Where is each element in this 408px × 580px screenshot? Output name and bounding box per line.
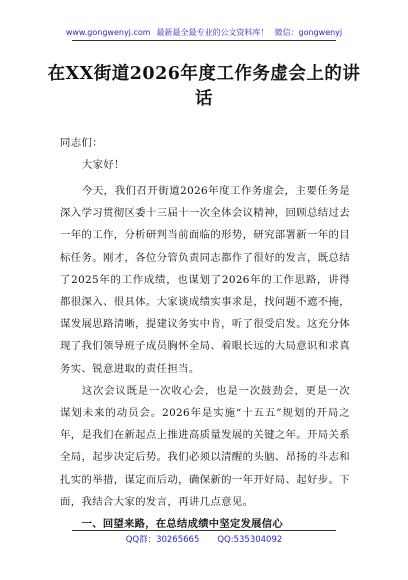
footer-qq: QQ:535304092 [217, 535, 283, 545]
page-footer [0, 535, 408, 546]
section-heading: 一、回望来路，在总结成绩中坚定发展信心 [81, 518, 283, 531]
header-divider [72, 40, 336, 41]
header-wechat: 微信：gongwenyj [274, 28, 343, 37]
salutation: 同志们： [60, 137, 103, 149]
body-paragraph: 今天，我们召开街道2026年度工作务虚会，主要任务是深入学习贯彻区委十三届十一次全体会议精神，回顾总结过去一年的工作，分析研判当前面临的形势，研究部署新一年的目标任务。刚才，各位分管负责同志都作了很好的发言，既总结了2025年的工作成绩，也谋划了2026年的工作思路，讲得都很深入、很具体。大家谈成绩实事求是，找问题不遮不掩，谋发展思路清晰，提建议务实中肯，听了很受启发。这充分体现了我们领导班子成员胸怀全局、着眼长远的大局意识和求真务实、锐意进取的责任担当。 [60, 185, 350, 375]
header-slogan: 最新最全最专业的公文资料库！ [156, 28, 269, 37]
footer-qq-group: QQ群：30265665 [125, 535, 200, 545]
document-title: 在XX街道2026年度工作务虚会上的讲话 [47, 64, 361, 109]
greeting: 大家好！ [81, 159, 125, 172]
footer-divider [72, 530, 336, 531]
document-body [60, 132, 350, 535]
header-website: www.gongwenyj.com [65, 28, 151, 37]
body-paragraph: 这次会议既是一次收心会，也是一次鼓劲会，更是一次谋划未来的动员会。2026年是实施“十五五”规划的开局之年，是我们在新起点上推进高质量发展的关键之年。开局关系全局，起步决定后势。我们必须以清醒的头脑、昂扬的斗志和扎实的举措，谋定而后动，确保新的一年开好局、起好步。下面，我结合大家的发言，再讲几点意见。 [60, 384, 350, 508]
page-header [0, 28, 408, 38]
